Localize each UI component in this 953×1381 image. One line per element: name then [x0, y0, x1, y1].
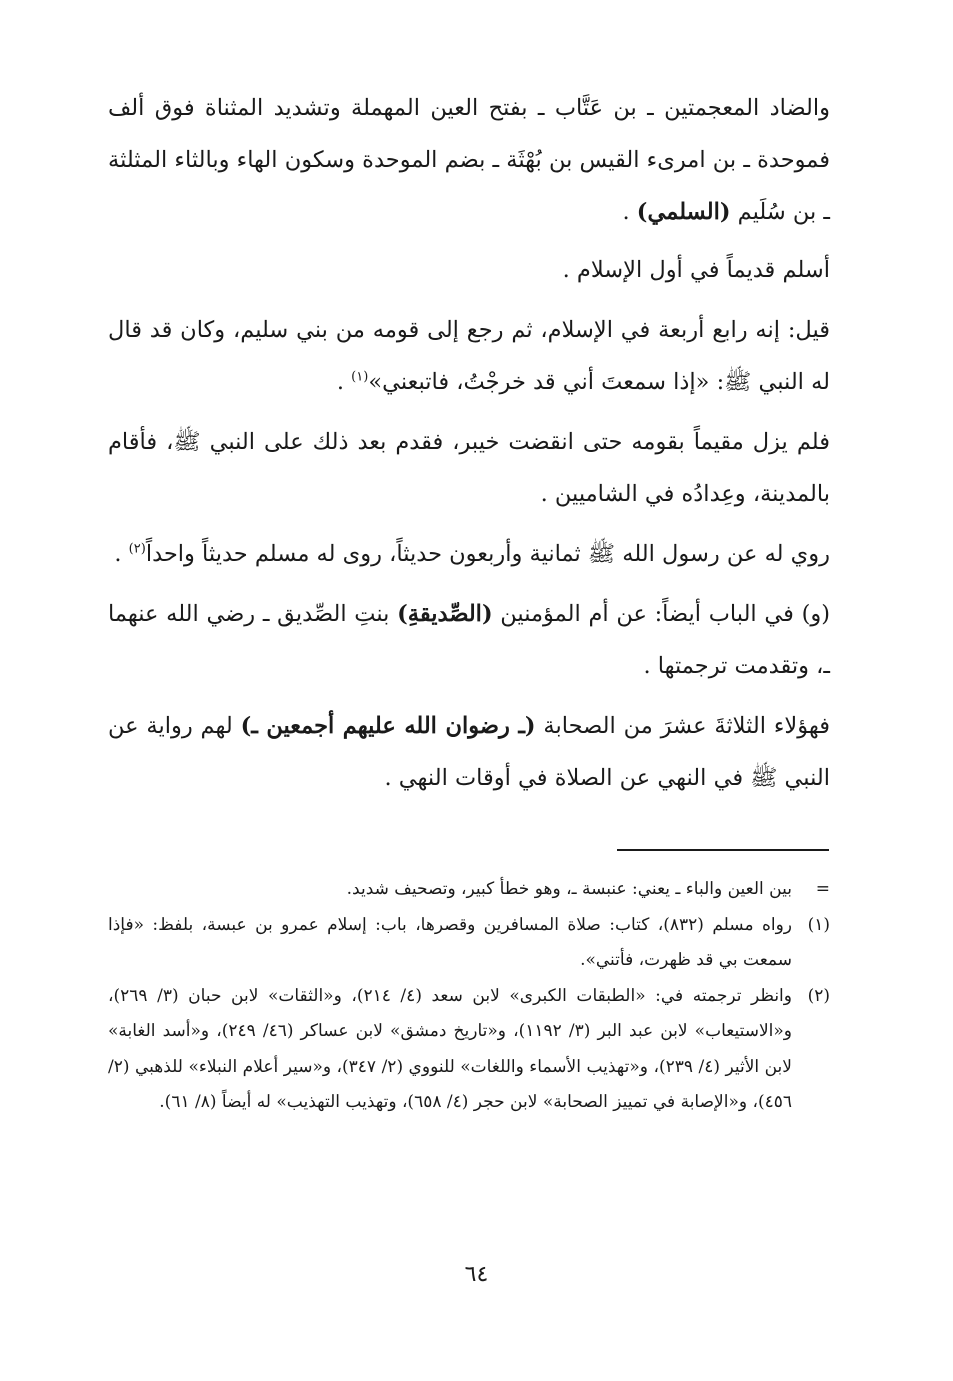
footnote	[108, 979, 830, 1121]
footnote-text: وانظر ترجمته في: «الطبقات الكبرى» لابن سعد (٤/ ٢١٤)، و«الثقات» لابن حبان (٣/ ٢٦٩)، و«الاستيعاب» لابن عبد البر (٣/ ١١٩٢)، و«تاريخ دمشق» لابن عساكر (٤٦/ ٢٤٩)، و«أسد الغابة» لابن الأثير (٤/ ٢٣٩)، و«تهذيب الأسماء واللغات» للنووي (٢/ ٣٤٧)، و«سير أعلام النبلاء» للذهبي (٢/ ٤٥٦)، و«الإصابة في تمييز الصحابة» لابن حجر (٤/ ٦٥٨)، وتهذيب التهذيب» له أيضاً (٨/ ٦١).	[108, 985, 792, 1112]
footnote-mark: (٢)	[807, 985, 830, 1006]
text-run: بنتِ الصِّديق ـ رضي الله عنهما ـ، وتقدمت ترجمتها .	[108, 601, 830, 679]
paragraph	[108, 304, 830, 408]
bold-term: (السلمي)	[636, 199, 731, 225]
footnote-text: رواه مسلم (٨٣٢)، كتاب: صلاة المسافرين وقصرها، باب: إسلام عمرو بن عبسة، بلفظ: «فإذا سمعت بي قد ظهرت، فأتني».	[108, 914, 792, 970]
page-number: ٦٤	[464, 1262, 489, 1287]
main-text	[108, 82, 830, 812]
paragraph	[108, 588, 830, 692]
footnote	[108, 908, 830, 979]
footnote-mark: (١)	[807, 914, 830, 935]
footnote-divider	[617, 849, 829, 851]
bold-term: (ـ رضوان الله عليهم أجمعين ـ)	[240, 713, 536, 739]
text-run: فهؤلاء الثلاثةَ عشرَ من الصحابة	[535, 713, 831, 739]
text-run: لهم رواية عن النبي ﷺ في النهي عن الصلاة في أوقات النهي .	[108, 713, 830, 791]
paragraph	[108, 700, 830, 804]
footnote-mark: =	[815, 879, 830, 899]
footnote-ref: (٢)	[128, 541, 146, 557]
footnote	[108, 872, 830, 908]
text-run: روي له عن رسول الله ﷺ ثمانية وأربعون حديثاً، روى له مسلم حديثاً واحداً	[145, 541, 830, 567]
text-run: .	[336, 369, 352, 395]
footnotes	[108, 872, 830, 1121]
text-run: (و) في الباب أيضاً: عن أم المؤمنين	[492, 601, 831, 627]
paragraph	[108, 244, 830, 296]
text-run: .	[114, 541, 129, 567]
text-run: أسلم قديماً في أول الإسلام .	[562, 257, 830, 283]
bold-term: (الصِّديقةِ)	[397, 601, 493, 627]
paragraph	[108, 528, 830, 580]
text-run: فلم يزل مقيماً بقومه حتى انقضت خيبر، فقدم بعد ذلك على النبي ﷺ، فأقام بالمدينة، وعِدادُه في الشاميين .	[108, 429, 830, 507]
text-run: قيل: إنه رابع أربعة في الإسلام، ثم رجع إلى قومه من بني سليم، وكان قد قال له النبي ﷺ: «إذا سمعتَ أني قد خرجْتُ، فاتبعني»	[108, 317, 830, 395]
footnote-ref: (١)	[351, 369, 369, 385]
text-run: .	[622, 199, 637, 225]
footnote-text: بين العين والباء ـ يعني: عنبسة ـ، وهو خطأ كبير، وتصحيف شديد.	[346, 879, 792, 899]
paragraph	[108, 82, 830, 238]
text-run: والضاد المعجمتين ـ بن عَتَّاب ـ بفتح العين المهملة وتشديد المثناة فوق ألف فموحدة ـ بن امرىء القيس بن بُهْثَة ـ بضم الموحدة وسكون الهاء وبالثاء المثلثة ـ بن سُلَيم	[108, 95, 830, 225]
paragraph	[108, 416, 830, 520]
